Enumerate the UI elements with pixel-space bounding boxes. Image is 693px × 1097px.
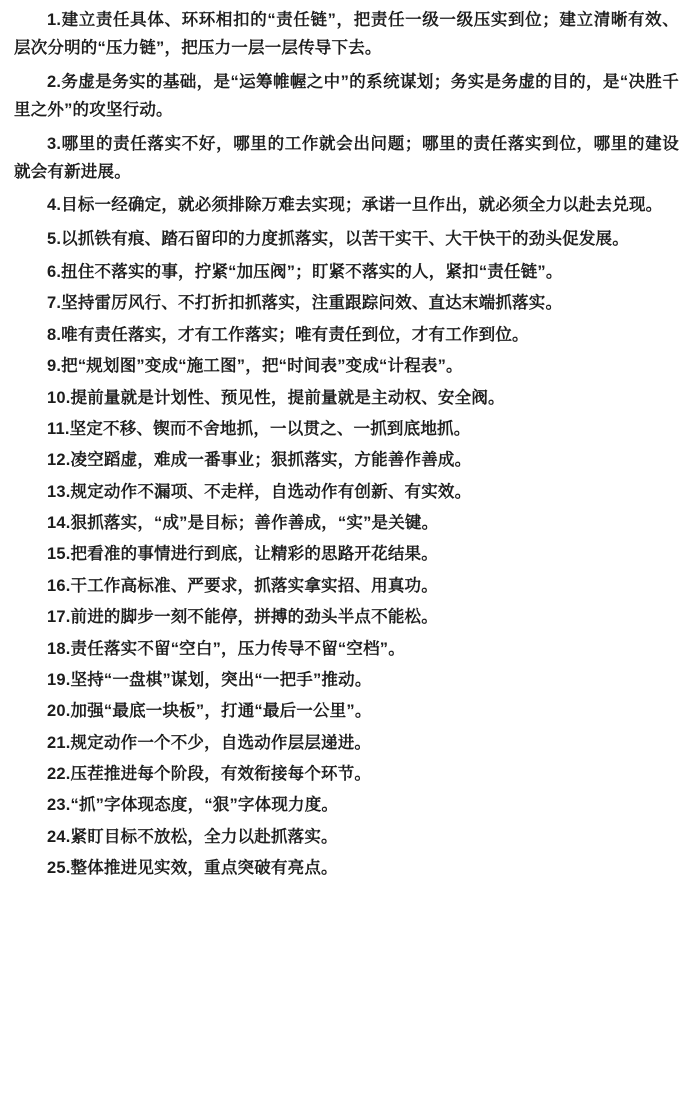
paragraph-2: 2.务虚是务实的基础，是“运筹帷幄之中”的系统谋划；务实是务虚的目的，是“决胜千里之外”的攻坚行动。 <box>14 72 679 120</box>
paragraph-19: 19.坚持“一盘棋”谋划，突出“一把手”推动。 <box>47 670 372 689</box>
paragraph-3: 3.哪里的责任落实不好，哪里的工作就会出问题；哪里的责任落实到位，哪里的建设就会有新进展。 <box>14 134 679 181</box>
paragraph-9: 9.把“规划图”变成“施工图”，把“时间表”变成“计程表”。 <box>47 357 463 376</box>
paragraph-10: 10.提前量就是计划性、预见性，提前量就是主动权、安全阀。 <box>47 388 505 407</box>
paragraph-13: 13.规定动作不漏项、不走样，自选动作有创新、有实效。 <box>47 482 472 501</box>
paragraph-8: 8.唯有责任落实，才有工作落实；唯有责任到位，才有工作到位。 <box>47 325 529 344</box>
paragraph-25: 25.整体推进见实效，重点突破有亮点。 <box>47 859 338 878</box>
paragraph-14: 14.狠抓落实，“成”是目标；善作善成，“实”是关键。 <box>47 514 439 532</box>
paragraph-11: 11.坚定不移、锲而不舍地抓，一以贯之、一抓到底地抓。 <box>47 419 471 438</box>
paragraph-16: 16.干工作高标准、严要求，抓落实拿实招、用真功。 <box>47 576 438 595</box>
paragraph-20: 20.加强“最底一块板”，打通“最后一公里”。 <box>47 702 372 721</box>
paragraph-17: 17.前进的脚步一刻不能停，拼搏的劲头半点不能松。 <box>47 608 438 627</box>
paragraph-12: 12.凌空蹈虚，难成一番事业；狠抓落实，方能善作善成。 <box>47 451 472 470</box>
paragraph-21: 21.规定动作一个不少，自选动作层层递进。 <box>47 733 372 752</box>
paragraph-7: 7.坚持雷厉风行、不打折扣抓落实，注重跟踪问效、直达末端抓落实。 <box>47 294 563 313</box>
paragraph-15: 15.把看准的事情进行到底，让精彩的思路开花结果。 <box>47 545 438 564</box>
paragraph-23: 23.“抓”字体现态度，“狠”字体现力度。 <box>47 796 339 815</box>
paragraph-4: 4.目标一经确定，就必须排除万难去实现；承诺一旦作出，就必须全力以赴去兑现。 <box>47 196 663 215</box>
paragraph-18: 18.责任落实不留“空白”，压力传导不留“空档”。 <box>47 639 405 658</box>
paragraph-6: 6.扭住不落实的事，拧紧“加压阀”；盯紧不落实的人，紧扣“责任链”。 <box>47 263 563 281</box>
paragraph-24: 24.紧盯目标不放松，全力以赴抓落实。 <box>47 827 338 846</box>
paragraph-5: 5.以抓铁有痕、踏石留印的力度抓落实，以苦干实干、大干快干的劲头促发展。 <box>47 229 629 248</box>
paragraph-1: 1.建立责任具体、环环相扣的“责任链”，把责任一级一级压实到位；建立清晰有效、层次分明的“压力链”，把压力一层一层传导下去。 <box>14 11 679 58</box>
paragraph-22: 22.压茬推进每个阶段，有效衔接每个环节。 <box>47 765 372 783</box>
